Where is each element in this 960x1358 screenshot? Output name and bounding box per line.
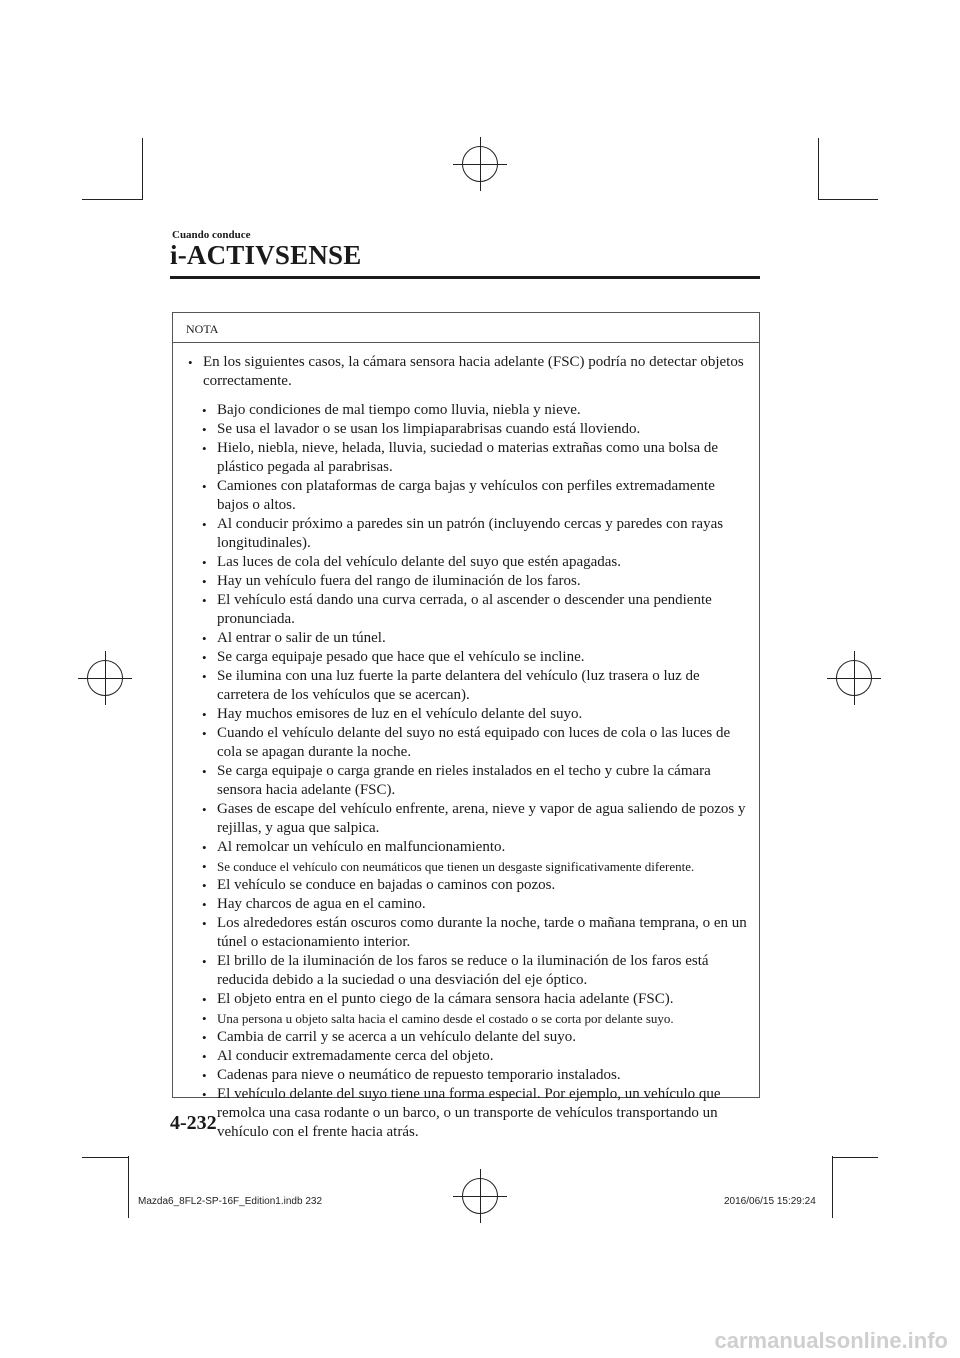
note-list-item	[202, 667, 747, 705]
footer-file: Mazda6_8FL2-SP-16F_Edition1.indb 232	[138, 1196, 323, 1207]
bullet-icon: •	[202, 1030, 207, 1045]
note-list-item	[202, 401, 747, 420]
registration-mark-icon	[87, 660, 123, 696]
note-list-item-text: Al conducir extremadamente cerca del objeto.	[217, 1048, 494, 1064]
note-list-item-text: Se carga equipaje o carga grande en rieles instalados en el techo y cubre la cámara sensora hacia adelante (FSC).	[217, 763, 711, 798]
page-number: 4-232	[170, 1112, 217, 1134]
chapter-title: i-ACTIVSENSE	[170, 240, 362, 270]
crop-mark	[82, 1157, 128, 1158]
watermark: carmanualsonline.info	[714, 1328, 948, 1353]
bullet-icon: •	[188, 355, 193, 370]
note-list-item	[202, 1047, 747, 1066]
note-list-item	[202, 439, 747, 477]
note-list-item	[202, 914, 747, 952]
note-list-item-text: El brillo de la iluminación de los faros se reduce o la iluminación de los faros está reducida debido a la suciedad o una desviación del eje óptico.	[217, 953, 709, 988]
note-list-item	[202, 1028, 747, 1047]
bullet-icon: •	[202, 992, 207, 1007]
bullet-icon: •	[202, 954, 207, 969]
note-list-item	[202, 800, 747, 838]
registration-mark-icon	[462, 1178, 498, 1214]
note-list-item	[202, 1009, 747, 1028]
bullet-icon: •	[202, 878, 207, 893]
note-list-item	[202, 572, 747, 591]
note-list-item	[202, 515, 747, 553]
section-title: Cuando conduce	[172, 229, 251, 241]
bullet-icon: •	[202, 802, 207, 817]
bullet-icon: •	[202, 650, 207, 665]
bullet-icon: •	[202, 574, 207, 589]
crop-mark	[818, 199, 878, 200]
note-list-item	[202, 648, 747, 667]
note-list-item-text: Hay muchos emisores de luz en el vehículo delante del suyo.	[217, 706, 583, 722]
note-list-item-text: Cambia de carril y se acerca a un vehículo delante del suyo.	[217, 1029, 577, 1045]
bullet-icon: •	[202, 441, 207, 456]
note-heading: NOTA	[173, 313, 759, 343]
note-list-item	[202, 553, 747, 572]
bullet-icon: •	[202, 555, 207, 570]
note-list-item-text: El vehículo delante del suyo tiene una forma especial. Por ejemplo, un vehículo que remolca una casa rodante o un barco, o un transporte de vehículos transportando un vehículo con el frente hacia atrás.	[217, 1086, 721, 1140]
header-rule	[170, 276, 760, 279]
note-list-item	[202, 952, 747, 990]
registration-mark-icon	[836, 660, 872, 696]
bullet-icon: •	[202, 707, 207, 722]
note-list-item-text: Hay charcos de agua en el camino.	[217, 896, 426, 912]
note-list-item	[202, 838, 747, 857]
bullet-icon: •	[202, 1049, 207, 1064]
note-list-item	[202, 876, 747, 895]
bullet-icon: •	[202, 517, 207, 532]
note-list-item	[202, 705, 747, 724]
note-list-item-text: Camiones con plataformas de carga bajas y vehículos con perfiles extremadamente bajos o altos.	[217, 478, 715, 513]
note-intro	[188, 353, 745, 391]
note-list-item-text: Se ilumina con una luz fuerte la parte delantera del vehículo (luz trasera o luz de carretera de los vehículos que se acercan).	[217, 668, 700, 703]
bullet-icon: •	[202, 669, 207, 684]
note-list-item	[202, 477, 747, 515]
bullet-icon: •	[202, 593, 207, 608]
bullet-icon: •	[202, 897, 207, 912]
note-list-item-text: Hielo, niebla, nieve, helada, lluvia, suciedad o materias extrañas como una bolsa de plástico pegada al parabrisas.	[217, 440, 719, 475]
note-list-item-text: Se usa el lavador o se usan los limpiaparabrisas cuando está lloviendo.	[217, 421, 641, 437]
note-list-item	[202, 629, 747, 648]
note-list-item	[202, 895, 747, 914]
bullet-icon: •	[202, 840, 207, 855]
bullet-icon: •	[202, 479, 207, 494]
note-list-item-text: El vehículo se conduce en bajadas o caminos con pozos.	[217, 877, 556, 893]
crop-mark	[832, 1156, 833, 1218]
crop-mark	[832, 1157, 878, 1158]
crop-mark	[818, 138, 819, 200]
bullet-icon: •	[202, 422, 207, 437]
note-list-item	[202, 762, 747, 800]
note-list-item	[202, 857, 747, 876]
note-list-item-text: Las luces de cola del vehículo delante del suyo que estén apagadas.	[217, 554, 622, 570]
note-list-item-text: El objeto entra en el punto ciego de la cámara sensora hacia adelante (FSC).	[217, 991, 674, 1007]
bullet-icon: •	[202, 1087, 207, 1102]
note-list-item-text: Los alrededores están oscuros como durante la noche, tarde o mañana temprana, o en un túnel o estacionamiento interior.	[217, 915, 747, 950]
bullet-icon: •	[202, 403, 207, 418]
note-list-item-text: Al entrar o salir de un túnel.	[217, 630, 386, 646]
note-list-item	[202, 990, 747, 1009]
note-list-item	[202, 1066, 747, 1085]
note-list-item-text: Hay un vehículo fuera del rango de iluminación de los faros.	[217, 573, 581, 589]
crop-mark	[142, 138, 143, 200]
note-list-item	[202, 591, 747, 629]
note-list-item-text: Al remolcar un vehículo en malfuncionamiento.	[217, 839, 506, 855]
crop-mark	[82, 199, 142, 200]
note-list-item-text: Al conducir próximo a paredes sin un patrón (incluyendo cercas y paredes con rayas longitudinales).	[217, 516, 724, 551]
note-list-item-text: Se carga equipaje pesado que hace que el vehículo se incline.	[217, 649, 585, 665]
note-list-item-text: Se conduce el vehículo con neumáticos que tienen un desgaste significativamente diferente.	[217, 859, 695, 874]
footer-timestamp: 2016/06/15 15:29:24	[724, 1196, 816, 1207]
bullet-icon: •	[202, 631, 207, 646]
bullet-icon: •	[202, 1068, 207, 1083]
note-list-item-text: Cuando el vehículo delante del suyo no está equipado con luces de cola o las luces de cola se apagan durante la noche.	[217, 725, 731, 760]
note-list-item-text: Gases de escape del vehículo enfrente, arena, nieve y vapor de agua saliendo de pozos y rejillas, y agua que salpica.	[217, 801, 746, 836]
note-list-item	[202, 420, 747, 439]
note-list-item-text: Bajo condiciones de mal tiempo como lluvia, niebla y nieve.	[217, 402, 581, 418]
note-list	[202, 401, 747, 1142]
note-list-item	[202, 1085, 747, 1142]
bullet-icon: •	[202, 1011, 207, 1026]
note-list-item-text: Una persona u objeto salta hacia el camino desde el costado o se corta por delante suyo.	[217, 1011, 674, 1026]
note-list-item-text: Cadenas para nieve o neumático de repuesto temporario instalados.	[217, 1067, 621, 1083]
bullet-icon: •	[202, 764, 207, 779]
note-list-item-text: El vehículo está dando una curva cerrada, o al ascender o descender una pendiente pronunciada.	[217, 592, 712, 627]
crop-mark	[128, 1156, 129, 1218]
bullet-icon: •	[202, 859, 207, 874]
note-intro-text: En los siguientes casos, la cámara sensora hacia adelante (FSC) podría no detectar objetos correctamente.	[203, 354, 744, 389]
note-list-item	[202, 724, 747, 762]
registration-mark-icon	[462, 146, 498, 182]
bullet-icon: •	[202, 726, 207, 741]
bullet-icon: •	[202, 916, 207, 931]
